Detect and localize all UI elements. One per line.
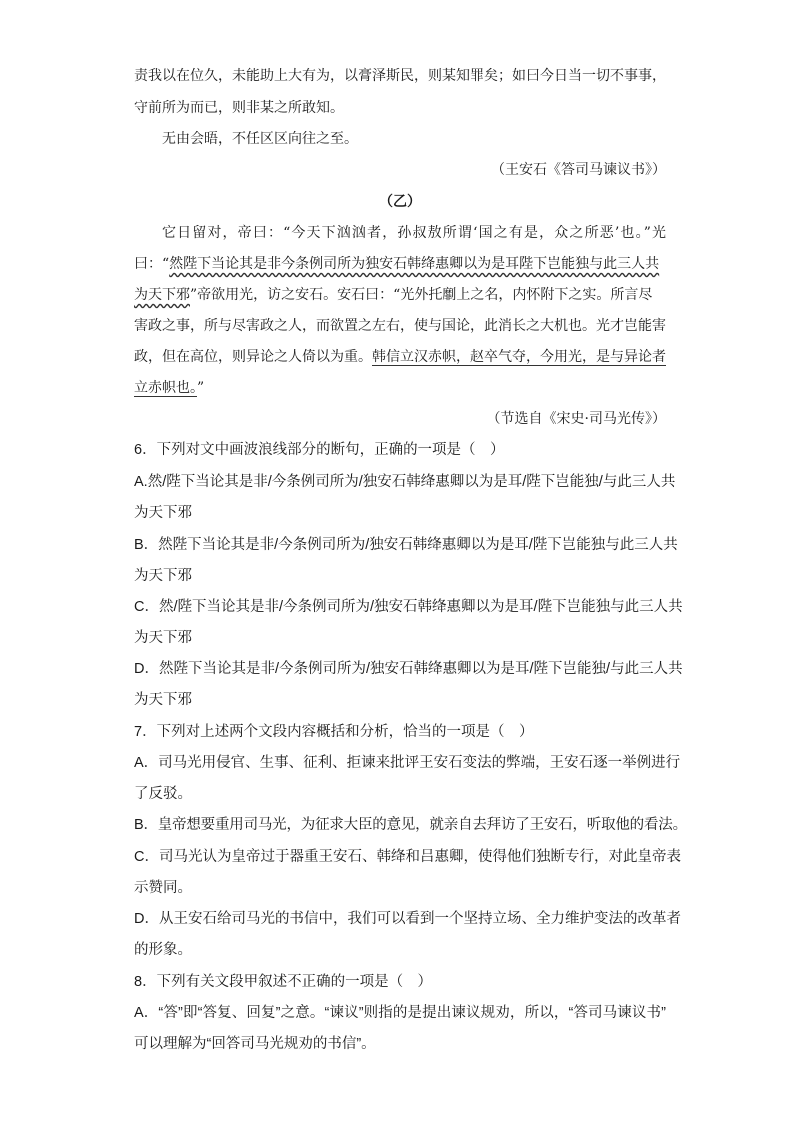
- question-6-option-d-cont: 为天下邪: [134, 692, 192, 708]
- passage-jia-line-3: 无由会晤，不任区区向往之至。: [162, 131, 358, 147]
- passage-yi-line-3-rest: ”帝欲用光，访之安石。安石曰：“光外托劘上之名，内怀附下之实。所言尽: [190, 287, 653, 303]
- question-7-option-c-cont: 示赞同。: [134, 880, 192, 896]
- question-6-option-a-cont: 为天下邪: [134, 505, 192, 521]
- question-8-option-a-cont: 可以理解为“回答司马光规劝的书信”。: [134, 1036, 376, 1052]
- passage-yi-line-4: 害政之事，所与尽害政之人，而欲置之左右，使与国论，此消长之大机也。光才岂能害: [134, 318, 666, 334]
- question-8-stem: 8．下列有关文段甲叙述不正确的一项是（ ）: [134, 974, 433, 990]
- underlined-sentence-part-2: 立赤帜也。: [134, 380, 197, 396]
- question-7-stem: 7．下列对上述两个文段内容概括和分析，恰当的一项是（ ）: [134, 724, 534, 740]
- question-6-stem: 6．下列对文中画波浪线部分的断句，正确的一项是（ ）: [134, 442, 505, 458]
- passage-yi-line-5-start: 政，但在高位，则异论之人倚以为重。: [134, 349, 372, 365]
- question-6-option-c-cont: 为天下邪: [134, 630, 192, 646]
- question-7-option-d-cont: 的形象。: [134, 942, 192, 958]
- question-6-option-a[interactable]: A.然/陛下当论其是非/今条例司所为/独安石韩绛惠卿以为是耳/陛下岂能独/与此三人共: [134, 474, 676, 490]
- passage-jia-line-1: 责我以在位久，未能助上大有为，以膏泽斯民，则某知罪矣；如曰今日当一切不事事，: [134, 68, 666, 84]
- passage-yi-line-6: [134, 378, 666, 398]
- passage-jia-line-2: 守前所为而已，则非某之所敢知。: [134, 100, 344, 116]
- question-6-option-d[interactable]: D．然陛下当论其是非/今条例司所为/独安石韩绛惠卿以为是耳/陛下岂能独/与此三人共: [134, 661, 683, 677]
- question-7-option-c[interactable]: C．司马光认为皇帝过于器重王安石、韩绛和吕惠卿，使得他们独断专行，对此皇帝表: [134, 849, 681, 865]
- passage-yi-line-3: [134, 285, 666, 305]
- passage-yi-line-6-end: ”: [197, 380, 205, 396]
- underlined-sentence-part-1: 韩信立汉赤帜，赵卒气夺，今用光，是与异论者: [372, 349, 666, 365]
- passage-yi-heading: （乙）: [379, 194, 421, 210]
- question-7-option-b[interactable]: B．皇帝想要重用司马光，为征求大臣的意见，就亲自去拜访了王安石，听取他的看法。: [134, 817, 687, 833]
- question-6-option-b-cont: 为天下邪: [134, 568, 192, 584]
- passage-yi-line-5: [134, 347, 666, 367]
- question-6-option-c[interactable]: C．然/陛下当论其是非/今条例司所为/独安石韩绛惠卿以为是耳/陛下岂能独与此三人共: [134, 599, 683, 615]
- question-7-option-d[interactable]: D．从王安石给司马光的书信中，我们可以看到一个坚持立场、全力维护变法的改革者: [134, 911, 681, 927]
- passage-yi-line-1: 它日留对，帝曰：“今天下汹汹者，孙叔敖所谓‘国之有是，众之所恶’也。”光: [162, 225, 666, 241]
- passage-jia-source: （王安石《答司马谏议书》）: [491, 162, 666, 178]
- passage-yi-line-2-start: 曰：“: [134, 256, 170, 272]
- question-7-option-a[interactable]: A．司马光用侵官、生事、征利、拒谏来批评王安石变法的弊端，王安石逐一举例进行: [134, 755, 681, 771]
- wavy-underlined-sentence-part-1: 然陛下当论其是非今条例司所为独安石韩绛惠卿以为是耳陛下岂能独与此三人共: [169, 256, 660, 272]
- question-7-option-a-cont: 了反驳。: [134, 786, 192, 802]
- wavy-underlined-sentence-part-2: 为天下邪: [134, 287, 190, 303]
- question-6-option-b[interactable]: B．然陛下当论其是非/今条例司所为/独安石韩绛惠卿以为是耳/陛下岂能独与此三人共: [134, 537, 678, 553]
- passage-yi-source: （节选自《宋史·司马光传》）: [486, 411, 666, 427]
- question-8-option-a[interactable]: A．“答”即“答复、回复”之意。“谏议”则指的是提出谏议规劝，所以，“答司马谏议书”: [134, 1005, 666, 1021]
- passage-yi-line-2: [134, 254, 666, 274]
